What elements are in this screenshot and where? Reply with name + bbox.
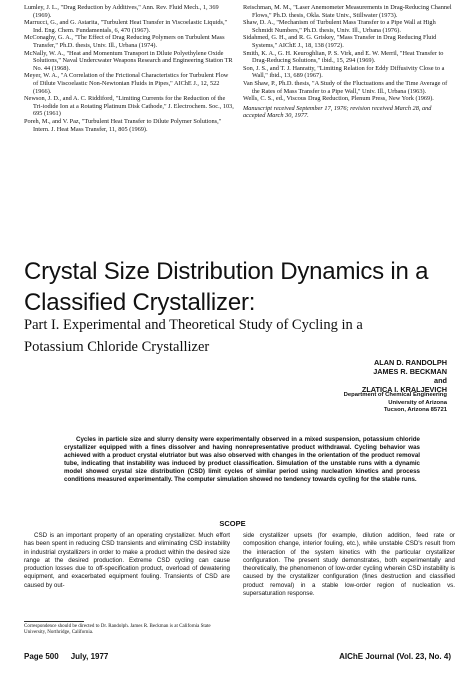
footnote: Correspondence should be directed to Dr. Randolph. James R. Beckman is at California State University, Northridge, California. — [24, 624, 211, 636]
abstract: Cycles in particle size and slurry density were experimentally observed in a mixed suspension, potassium chloride crystallizer equipped with a fines dissolver and having nonrepresentative product withdrawal. Cycling behavior was achieved with a product crystal elutriator but was also observed with changes in the orientation of the product removal tube, indicating that instability was induced by product classification. Simulation of the unstable runs with a dynamic model showed crystal size distribution (CSD) limit cycles of similar period using nucleation kinetics and process conditions measured experimentally. The computer simulation showed no tendency towards cycling for the stable runs. — [64, 436, 420, 483]
scope-text-right: side crystallizer upsets (for example, dilution addition, feed rate or composition change, interior fouling, etc.), while unstable CSD's result from the interaction of the system kinetics with the particular crystallizer configuration. The present study demonstrates, both experimentally and theoretically, the phenomenon of low-order cycling wherein CSD instability is caused by the crystallizer configuration (fines destruction and classified product removal) in a stable low-order region of nucleation vs. supersaturation response. — [243, 532, 455, 597]
reference-entry: Smith, K. A., G. H. Keuroghlian, P. S. Virk, and E. W. Merril, "Heat Transfer to Drag-Reducing Solutions," ibid., 15, 294 (1969). — [243, 49, 444, 65]
journal-citation: AIChE Journal (Vol. 23, No. 4) — [339, 652, 451, 661]
affiliation-line: Tucson, Arizona 85721 — [383, 407, 447, 413]
reference-entry: Newson, J. D., and A. C. Riddiford, "Limiting Currents for the Reduction of the Tri-iodide Ion at a Rotating Platinum Disk Cathode," J. Electrochem. Soc., 103, 695 (1961) — [24, 95, 234, 118]
issue-date: July, 1977 — [70, 652, 109, 661]
reference-entry: Sidahmed, G. H., and R. G. Griskey, "Mass Transfer in Drag Reducing Fluid Systems," AIChE J., 18, 138 (1972). — [243, 34, 437, 49]
reference-entry: Reischman, M. M., "Laser Anemometer Measurements in Drag-Reducing Channel Flows," Ph.D. thesis, Okla. State Univ., Stillwater (1973). — [243, 4, 452, 19]
references-left-column — [24, 4, 234, 133]
article-subtitle — [24, 314, 454, 358]
reference-entry: Son, J. S., and T. J. Hanratty, "Limiting Relation for Eddy Diffusivity Close to a Wall," ibid., 13, 689 (1967). — [243, 64, 445, 80]
reference-entry: Marrucci, G., and G. Astarita, "Turbulent Heat Transfer in Viscoelastic Liquids," Ind. Eng. Chem. Fundamentals, 6, 470 (1967). — [24, 19, 228, 34]
author-name: JAMES R. BECKMAN — [373, 367, 447, 376]
footnote-rule — [24, 621, 84, 622]
page-footer-left — [24, 652, 108, 661]
affiliation — [344, 392, 447, 415]
author-name: ZLATICA I. KRALJEVICH — [361, 385, 447, 394]
reference-entry: Van Shaw, P., Ph.D. thesis, "A Study of the Fluctuations and the Time Average of the Rates of Mass Transfer to a Pipe Wall," Univ. Ill., Urbana (1963). — [243, 79, 448, 95]
reference-entry: McConaghy, G. A., "The Effect of Drag Reducing Polymers on Turbulent Mass Transfer," Ph.D. thesis, Univ. Ill., Urbana (1974). — [24, 34, 225, 49]
reference-entry: Meyer, W. A., "A Correlation of the Frictional Characteristics for Turbulent Flow of Dilute Viscoelastic Non-Newtonian Fluids in Pipes," AIChE J., 12, 522 (1966). — [24, 72, 229, 95]
scope-text-left: CSD is an important property of an operating crystallizer. Much effort has been spent in reducing CSD transients and eliminating CSD instability in industrial crystallizers in order to make a product within the desired size range at the desired production. Extreme CSD cycling can cause production losses due to off-specification product, overload of dewatering equipment, and exacerbated equipment fouling. Transients of CSD are caused by out- — [24, 532, 230, 589]
article-title-line: Crystal Size Distribution Dynamics in a — [24, 258, 429, 285]
author-list — [362, 358, 447, 394]
affiliation-line: Department of Chemical Engineering — [343, 392, 447, 398]
reference-entry: Shaw, D. A., "Mechanism of Turbulent Mass Transfer to a Pipe Wall at High Schmidt Numbers," Ph.D. thesis, Univ. Ill., Urbana (1976). — [243, 19, 436, 34]
article-subtitle-line: Part I. Experimental and Theoretical Study of Cycling in a — [24, 317, 363, 333]
section-heading: SCOPE — [219, 519, 246, 528]
reference-entry: Poreh, M., and V. Paz, "Turbulent Heat Transfer to Dilute Polymer Solutions," Intern. J. Heat Mass Transfer, 11, 805 (1969). — [24, 117, 222, 133]
manuscript-note: Manuscript received September 17, 1976; revision received March 28, and accepted March 30, 1977. — [243, 104, 432, 120]
reference-entry: Lumley, J. L., "Drag Reduction by Additives," Ann. Rev. Fluid Mech., 1, 369 (1969). — [24, 4, 219, 19]
reference-entry: McNally, W. A., "Heat and Momentum Transport in Dilute Polyethylene Oxide Solutions," Naval Undercwater Weapons Research and Engineering Station TR No. 44 (1968). — [24, 49, 233, 72]
reference-entry: Wells, C. S., ed., Viscous Drag Reduction, Plenum Press, New York (1969). — [243, 95, 434, 103]
article-title-line: Classified Crystallizer: — [24, 289, 256, 316]
page-number: Page 500 — [24, 652, 59, 661]
references-right-column — [243, 4, 455, 120]
affiliation-line: University of Arizona — [388, 399, 447, 406]
article-title — [24, 256, 454, 318]
article-subtitle-line: Potassium Chloride Crystallizer — [24, 339, 210, 355]
author-name: ALAN D. RANDOLPH — [374, 358, 447, 367]
author-conjunction: and — [434, 376, 447, 385]
